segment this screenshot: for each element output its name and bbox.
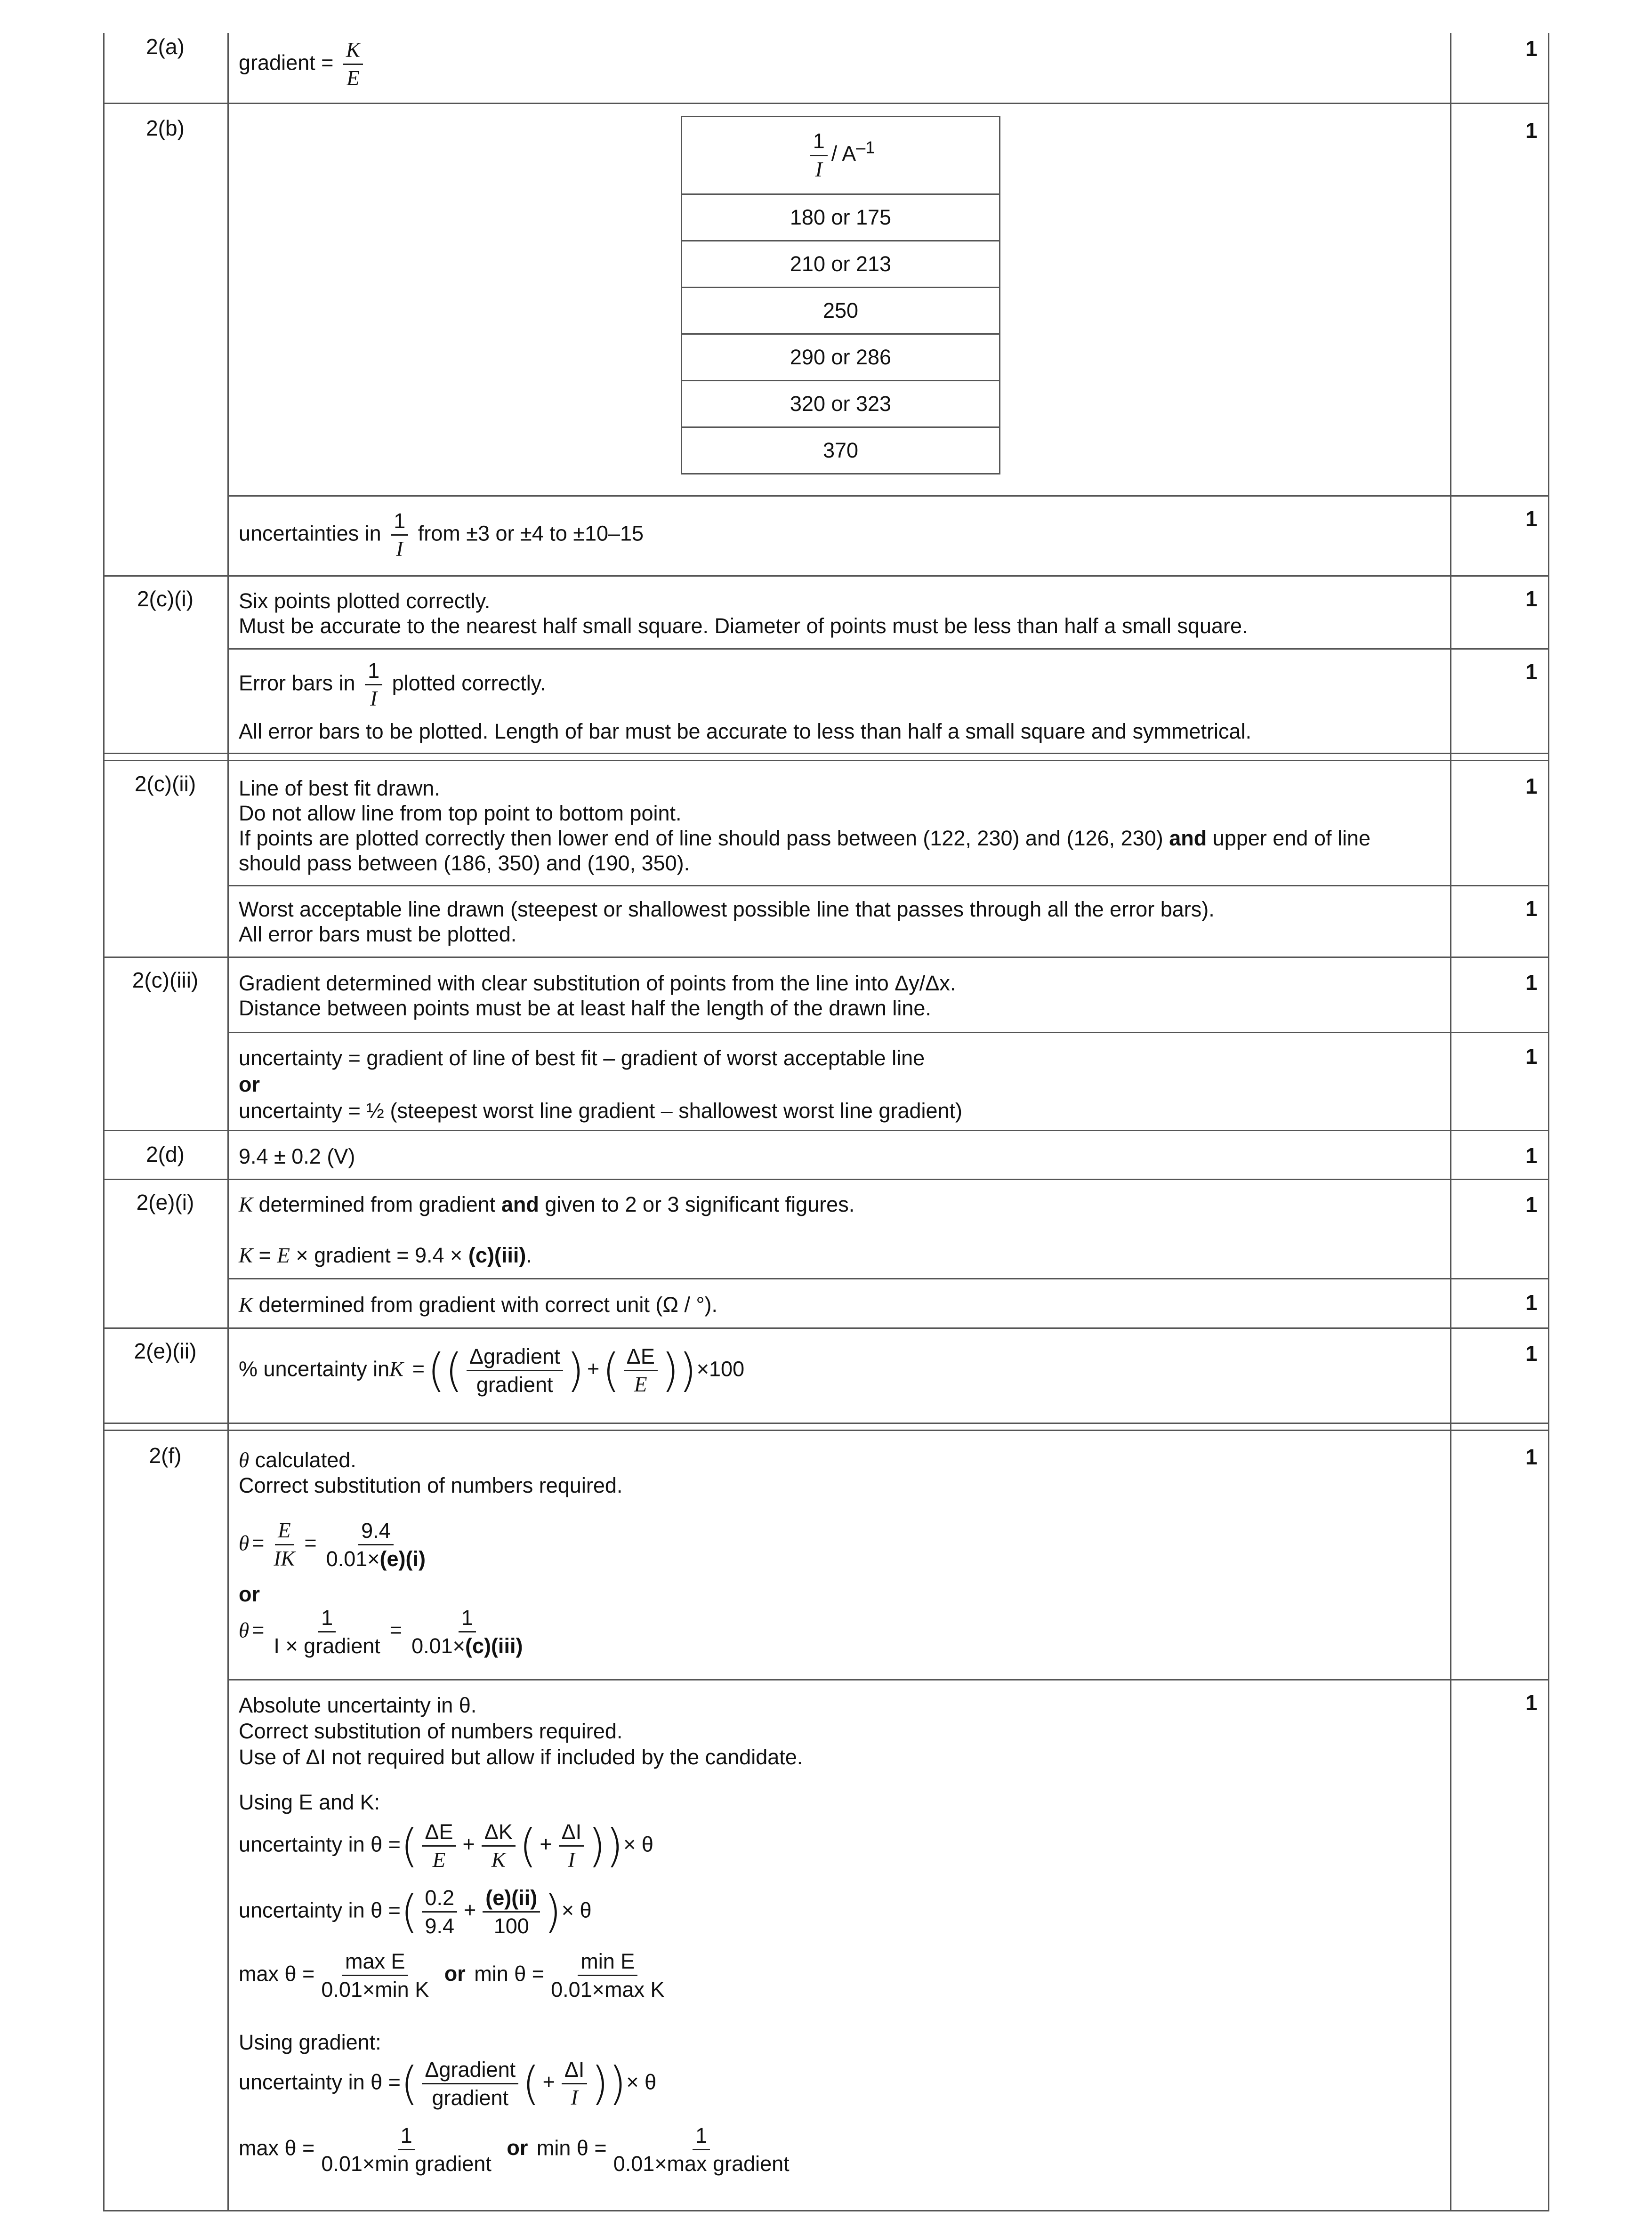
answer-text <box>239 1243 532 1268</box>
text-line: Must be accurate to the nearest half small square. Diameter of points must be less than half a small square. <box>239 614 1248 638</box>
text-span: min θ = <box>536 2136 607 2160</box>
answer-text <box>239 1447 622 1498</box>
section-label: Using gradient: <box>239 2030 381 2054</box>
question-number: 2(f) <box>149 1443 182 1468</box>
mark: 1 <box>1525 118 1538 143</box>
fraction-denominator: 100 <box>493 1914 529 1938</box>
fraction-numerator: ΔE <box>422 1819 456 1847</box>
fraction <box>810 129 828 182</box>
mark: 1 <box>1525 1690 1538 1715</box>
text-span: ×100 <box>696 1357 745 1381</box>
mark: 1 <box>1525 1341 1538 1366</box>
grid-line <box>103 1423 1549 1424</box>
text-line: should pass between (186, 350) and (190, 350). <box>239 851 690 875</box>
mark: 1 <box>1525 1143 1538 1168</box>
unit-exponent: –1 <box>856 137 875 157</box>
fraction-denominator: I <box>815 157 822 181</box>
question-number: 2(c)(i) <box>137 587 194 611</box>
fraction-denominator: gradient <box>432 2086 509 2110</box>
fraction-numerator: 9.4 <box>358 1518 394 1545</box>
grid-line <box>103 957 1549 958</box>
question-number: 2(c)(iii) <box>132 968 199 992</box>
fraction <box>624 1344 658 1397</box>
fraction-denominator: IK <box>274 1547 295 1571</box>
fraction <box>271 1518 298 1571</box>
text-span: and <box>1169 826 1207 850</box>
mark: 1 <box>1525 896 1538 921</box>
answer-text <box>239 508 644 562</box>
fraction <box>409 1605 525 1658</box>
answer-text <box>239 1692 803 1770</box>
grid-line <box>227 33 229 2211</box>
answer-prefix: gradient = <box>239 50 334 75</box>
text-span: K <box>239 1193 253 1216</box>
text-span: determined from gradient with correct unit (Ω / °). <box>258 1293 718 1317</box>
text-line: Worst acceptable line drawn (steepest or shallowest possible line that passes through all the error bars). <box>239 897 1215 921</box>
text-span: 0.01× <box>411 1634 465 1658</box>
text-span: (c)(iii) <box>468 1243 526 1267</box>
answer-text <box>239 971 956 1021</box>
grid-line <box>103 2210 1549 2211</box>
text-span: uncertainties in <box>239 521 381 546</box>
fraction-denominator: 0.01×max gradient <box>613 2152 790 2176</box>
table-cell: 290 or 286 <box>682 334 1000 381</box>
fraction-numerator: max E <box>342 1949 408 1976</box>
formula: θ = $\frac{1}{\text{I × gradient}}$ = $\frac{1}{\text{0.01×(c)(iii)}}$ <box>239 1605 529 1658</box>
text-span: max θ = <box>239 2136 315 2160</box>
fraction-numerator: (e)(ii) <box>483 1885 540 1913</box>
mark: 1 <box>1525 970 1538 995</box>
fraction-denominator: E <box>432 1848 446 1872</box>
fraction-denominator: 0.01×max K <box>551 1978 665 2002</box>
paren: ( <box>602 1344 620 1397</box>
paren: )) <box>661 1344 697 1397</box>
table-cell: 370 <box>682 427 1000 474</box>
mark: 1 <box>1525 1044 1538 1069</box>
text-span: % uncertainty in <box>239 1357 390 1381</box>
text-line: Distance between points must be at least half the length of the drawn line. <box>239 996 931 1020</box>
grid-line <box>103 1179 1549 1180</box>
fraction-numerator: 1 <box>459 1605 476 1632</box>
values-table-header <box>682 117 1000 194</box>
answer-text <box>239 588 1248 638</box>
grid-line <box>227 1278 1549 1279</box>
grid-line <box>227 1032 1549 1033</box>
fraction-denominator: I <box>396 537 403 561</box>
text-span: = <box>253 1243 277 1267</box>
fraction <box>271 1605 383 1658</box>
text-line: uncertainty = gradient of line of best fit – gradient of worst acceptable line <box>239 1046 925 1070</box>
text-span: × gradient = 9.4 × <box>290 1243 468 1267</box>
text-span: K <box>239 1244 253 1267</box>
question-number: 2(e)(i) <box>136 1190 194 1214</box>
text-span: × θ <box>626 2070 657 2094</box>
text-line: or <box>239 1072 260 1096</box>
grid-line <box>227 1679 1549 1680</box>
text-line: Correct substitution of numbers required. <box>239 1719 623 1743</box>
question-number: 2(d) <box>146 1142 185 1166</box>
fraction-numerator: ΔI <box>559 1819 585 1847</box>
fraction <box>391 508 408 562</box>
operator: + <box>587 1357 600 1381</box>
fraction-denominator: I <box>568 1848 575 1872</box>
or-label: or <box>507 2136 528 2160</box>
text-span: Error bars in <box>239 671 355 695</box>
fraction-numerator: 1 <box>391 508 408 536</box>
fraction-denominator: I <box>571 2086 578 2110</box>
grid-line <box>103 760 1549 761</box>
text-span: (c)(iii) <box>465 1634 523 1658</box>
text-span: K <box>239 1293 253 1317</box>
text-span: from ±3 or ±4 to ±10–15 <box>418 521 644 546</box>
fraction <box>323 1518 428 1571</box>
text-span: uncertainty in θ = <box>239 1832 401 1857</box>
fraction-numerator: ΔI <box>562 2057 588 2084</box>
text-span: K <box>389 1357 404 1381</box>
text-span: E <box>277 1244 290 1267</box>
text-line: uncertainty = ½ (steepest worst line gradient – shallowest worst line gradient) <box>239 1099 963 1123</box>
text-span: θ <box>239 1618 250 1642</box>
fraction-numerator: Δgradient <box>422 2057 518 2084</box>
text-line <box>239 826 1370 851</box>
fraction-denominator: gradient <box>476 1373 553 1397</box>
grid-line <box>103 1430 1549 1431</box>
text-line: Gradient determined with clear substitution of points from the line into Δy/Δx. <box>239 971 956 995</box>
grid-line <box>227 648 1549 650</box>
formula <box>239 1344 744 1397</box>
grid-line <box>103 575 1549 577</box>
grid-line <box>103 33 105 2211</box>
fraction-numerator: ΔK <box>482 1819 516 1847</box>
grid-line <box>103 753 1549 754</box>
fraction-numerator: Δgradient <box>467 1344 563 1371</box>
or-label: or <box>239 1582 260 1606</box>
formula: uncertainty in θ =( $\frac{\Delta E}{E}$ + $\frac{\Delta K}{K}$ ( + $\frac{\Delta I}{I}$ ))× θ <box>239 1819 653 1873</box>
formula <box>239 1949 671 2002</box>
text-span: θ <box>239 1531 250 1555</box>
grid-line <box>1450 33 1451 2211</box>
grid-line <box>103 103 1549 104</box>
grid-line <box>103 1130 1549 1131</box>
text-line: Absolute uncertainty in θ. <box>239 1693 477 1717</box>
answer-text: 9.4 ± 0.2 (V) <box>239 1144 355 1168</box>
fraction-denominator: E <box>347 66 360 90</box>
grid-line <box>227 885 1549 886</box>
answer-text <box>239 776 1370 876</box>
fraction-numerator: 1 <box>318 1605 336 1632</box>
text-line <box>239 1447 622 1473</box>
text-line: Correct substitution of numbers required. <box>239 1473 623 1497</box>
section-label: Using E and K: <box>239 1790 380 1814</box>
paren: (( <box>427 1344 463 1397</box>
fraction-denominator: 0.01×min K <box>321 1978 429 2002</box>
formula: uncertainty in θ =( $\frac{0.2}{9.4}$ + $\frac{(e)(ii)}{100}$ )× θ <box>239 1885 592 1938</box>
text-span: min θ = <box>474 1962 545 1986</box>
fraction-numerator: E <box>275 1518 294 1545</box>
text-line: All error bars must be plotted. <box>239 922 517 946</box>
text-span: × θ <box>623 1832 653 1857</box>
fraction-denominator: I × gradient <box>274 1634 380 1658</box>
fraction <box>467 1344 563 1397</box>
grid-line <box>1548 33 1549 2211</box>
mark: 1 <box>1525 774 1538 798</box>
text-line: Line of best fit drawn. <box>239 776 440 800</box>
fraction-numerator: 1 <box>365 658 382 685</box>
text-line: Six points plotted correctly. <box>239 589 491 613</box>
text-span: If points are plotted correctly then lower end of line should pass between (122, 230) and (126, 230) <box>239 826 1163 850</box>
answer-text <box>239 1192 854 1217</box>
question-number: 2(a) <box>146 34 185 59</box>
text-span: max θ = <box>239 1962 315 1986</box>
fraction-denominator: 0.01×min gradient <box>321 2152 492 2176</box>
table-cell: 250 <box>682 288 1000 334</box>
values-table <box>681 116 1000 474</box>
text-span: . <box>526 1243 532 1267</box>
fraction-numerator: 1 <box>693 2123 710 2150</box>
grid-line <box>227 495 1549 497</box>
mark: 1 <box>1525 506 1538 531</box>
mark: 1 <box>1525 1290 1538 1315</box>
fraction-denominator: E <box>634 1373 647 1397</box>
fraction <box>343 38 363 91</box>
operator: = <box>412 1357 425 1381</box>
question-number: 2(c)(ii) <box>134 772 196 796</box>
mark: 1 <box>1525 1445 1538 1469</box>
text-span: (e)(i) <box>379 1547 426 1571</box>
table-cell: 320 or 323 <box>682 381 1000 427</box>
text-span: 0.01× <box>326 1547 380 1571</box>
text-span: determined from gradient <box>258 1192 496 1216</box>
fraction <box>365 658 382 711</box>
fraction-numerator: K <box>343 38 363 65</box>
answer-text <box>239 658 546 711</box>
table-cell: 180 or 175 <box>682 194 1000 241</box>
text-span: uncertainty in θ = <box>239 1898 401 1922</box>
text-span: θ <box>239 1448 250 1472</box>
text-line: Do not allow line from top point to bottom point. <box>239 801 682 825</box>
fraction-numerator: ΔE <box>624 1344 658 1371</box>
text-span: and <box>501 1192 539 1216</box>
grid-line <box>103 1327 1549 1329</box>
mark: 1 <box>1525 587 1538 611</box>
text-span: uncertainty in θ = <box>239 2070 401 2094</box>
mark: 1 <box>1525 36 1538 61</box>
fraction-numerator: 1 <box>398 2123 415 2150</box>
answer-text <box>239 1045 962 1124</box>
fraction-denominator: 9.4 <box>425 1914 454 1938</box>
table-cell: 210 or 213 <box>682 241 1000 288</box>
question-number: 2(e)(ii) <box>134 1339 197 1363</box>
answer-text <box>239 1292 717 1318</box>
fraction-numerator: 1 <box>810 129 828 156</box>
answer-text <box>239 897 1215 947</box>
unit-label: / A <box>831 141 856 166</box>
text-line: Use of ΔI not required but allow if included by the candidate. <box>239 1745 803 1769</box>
mark: 1 <box>1525 1192 1538 1217</box>
fraction-denominator: K <box>491 1848 506 1872</box>
formula: θ = $\frac{E}{IK}$ = $\frac{9.4}{0.01\times(e)(i)}$ <box>239 1518 432 1571</box>
fraction-numerator: min E <box>578 1949 637 1976</box>
text-span: plotted correctly. <box>392 671 546 695</box>
text-span: calculated. <box>255 1448 356 1472</box>
text-span: upper end of line <box>1212 826 1371 850</box>
answer-text: All error bars to be plotted. Length of bar must be accurate to less than half a small square and symmetrical. <box>239 719 1252 743</box>
or-label: or <box>444 1962 466 1986</box>
paren: ) <box>566 1344 585 1397</box>
fraction-numerator: 0.2 <box>422 1885 457 1913</box>
fraction-denominator: I <box>370 687 378 711</box>
answer-text <box>239 38 367 91</box>
formula: uncertainty in θ =( $\frac{\text{Δgradient}}{\text{gradient}}$ ( + $\frac{\Delta I}{I}$ ))× θ <box>239 2057 657 2110</box>
mark: 1 <box>1525 659 1538 684</box>
text-span: × θ <box>561 1898 592 1922</box>
question-number: 2(b) <box>146 116 185 140</box>
formula <box>239 2123 796 2176</box>
text-span: given to 2 or 3 significant figures. <box>545 1192 855 1216</box>
